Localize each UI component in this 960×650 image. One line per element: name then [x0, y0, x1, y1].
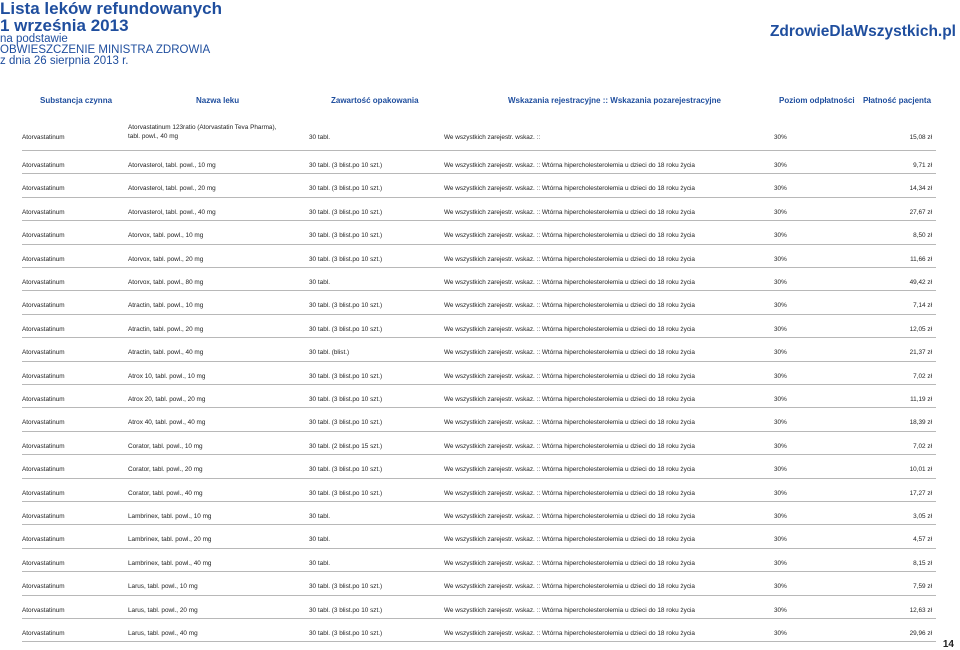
table-row [22, 220, 936, 244]
cell-package: 30 tabl. (3 blist.po 10 szt.) [309, 255, 383, 263]
table-row [22, 524, 936, 548]
cell-indication: We wszystkich zarejestr. wskaz. :: Wtórna hipercholesterolemia u dzieci do 18 roku życia [444, 489, 695, 497]
cell-indication: We wszystkich zarejestr. wskaz. :: Wtórna hipercholesterolemia u dzieci do 18 roku życia [444, 232, 695, 240]
table-row [22, 571, 936, 595]
cell-package: 30 tabl. (3 blist.po 10 szt.) [309, 489, 383, 497]
table-row [22, 595, 936, 619]
cell-payment: 27,67 zł [909, 208, 932, 216]
table-row [22, 244, 936, 268]
cell-package: 30 tabl. (3 blist.po 10 szt.) [309, 208, 383, 216]
cell-indication: We wszystkich zarejestr. wskaz. :: Wtórna hipercholesterolemia u dzieci do 18 roku życia [444, 208, 695, 216]
cell-indication: We wszystkich zarejestr. wskaz. :: Wtórna hipercholesterolemia u dzieci do 18 roku życia [444, 162, 695, 169]
cell-drug-name: Atractin, tabl. powl., 20 mg [128, 325, 204, 333]
cell-payment: 14,34 zł [909, 185, 932, 193]
table-row [22, 173, 936, 197]
cell-indication: We wszystkich zarejestr. wskaz. :: Wtórna hipercholesterolemia u dzieci do 18 roku życia [444, 396, 695, 403]
cell-drug-name: Atractin, tabl. powl., 10 mg [128, 302, 204, 310]
document-header [0, 0, 222, 67]
cell-indication: We wszystkich zarejestr. wskaz. :: Wtórna hipercholesterolemia u dzieci do 18 roku życia [444, 279, 695, 286]
cell-indication: We wszystkich zarejestr. wskaz. :: Wtórna hipercholesterolemia u dzieci do 18 roku życia [444, 442, 695, 450]
column-header-level: Poziom odpłatności [779, 96, 855, 105]
cell-package: 30 tabl. [309, 279, 330, 286]
cell-substance: Atorvastatinum [22, 232, 65, 240]
table-row [22, 548, 936, 572]
cell-package: 30 tabl. (blist.) [309, 349, 350, 357]
cell-drug-name: Lambrinex, tabl. powl., 40 mg [128, 559, 212, 567]
table-row [22, 150, 936, 174]
cell-drug-name: Atorvox, tabl. powl., 80 mg [128, 279, 204, 286]
table-row [22, 314, 936, 338]
cell-level: 30% [774, 442, 787, 450]
cell-indication: We wszystkich zarejestr. wskaz. :: Wtórna hipercholesterolemia u dzieci do 18 roku życia [444, 606, 695, 614]
page-number: 14 [942, 639, 954, 650]
cell-substance: Atorvastatinum [22, 396, 65, 403]
table-row [22, 407, 936, 431]
cell-drug-name: Larus, tabl. powl., 10 mg [128, 583, 198, 591]
cell-payment: 3,05 zł [913, 513, 932, 520]
cell-indication: We wszystkich zarejestr. wskaz. :: Wtórna hipercholesterolemia u dzieci do 18 roku życia [444, 325, 695, 333]
column-header-substance: Substancja czynna [40, 96, 113, 105]
cell-indication: We wszystkich zarejestr. wskaz. :: Wtórna hipercholesterolemia u dzieci do 18 roku życia [444, 302, 695, 310]
cell-drug-name: Atorvasterol, tabl. powl., 20 mg [128, 185, 216, 193]
column-header-indications: Wskazania rejestracyjne :: Wskazania pozarejestracyjne [508, 96, 721, 105]
cell-level: 30% [774, 489, 787, 497]
cell-indication: We wszystkich zarejestr. wskaz. :: Wtórna hipercholesterolemia u dzieci do 18 roku życia [444, 630, 695, 637]
cell-payment: 49,42 zł [909, 279, 932, 286]
cell-substance: Atorvastatinum [22, 255, 65, 263]
column-header-payment: Płatność pacjenta [863, 96, 932, 105]
table-row [22, 454, 936, 478]
table-row [22, 337, 936, 361]
cell-drug-name: Atorvasterol, tabl. powl., 10 mg [128, 162, 216, 169]
cell-payment: 21,37 zł [909, 349, 932, 357]
cell-level: 30% [774, 208, 787, 216]
cell-drug-name-line2: tabl. powl., 40 mg [128, 133, 179, 140]
cell-substance: Atorvastatinum [22, 583, 65, 591]
cell-substance: Atorvastatinum [22, 466, 65, 474]
cell-indication: We wszystkich zarejestr. wskaz. :: Wtórna hipercholesterolemia u dzieci do 18 roku życia [444, 466, 695, 474]
cell-package: 30 tabl. (3 blist.po 10 szt.) [309, 606, 383, 614]
cell-indication: We wszystkich zarejestr. wskaz. :: Wtórna hipercholesterolemia u dzieci do 18 roku życia [444, 419, 695, 427]
basis-label: na podstawie [0, 33, 68, 45]
cell-level: 30% [774, 583, 787, 591]
cell-substance: Atorvastatinum [22, 372, 65, 380]
document-title: Lista leków refundowanych [0, 0, 222, 18]
table-row [22, 197, 936, 221]
cell-package: 30 tabl. (3 blist.po 10 szt.) [309, 396, 383, 403]
cell-substance: Atorvastatinum [22, 442, 65, 450]
cell-level: 30% [774, 279, 787, 286]
cell-drug-name: Lambrinex, tabl. powl., 20 mg [128, 536, 212, 544]
table-row [22, 618, 936, 642]
cell-payment: 7,14 zł [913, 302, 932, 310]
cell-drug-name: Lambrinex, tabl. powl., 10 mg [128, 513, 212, 520]
cell-package: 30 tabl. (3 blist.po 10 szt.) [309, 466, 383, 474]
cell-payment: 17,27 zł [909, 489, 932, 497]
cell-payment: 7,02 zł [913, 442, 932, 450]
cell-payment: 10,01 zł [909, 466, 932, 474]
document-date: 1 września 2013 [0, 16, 129, 35]
cell-indication: We wszystkich zarejestr. wskaz. :: [444, 134, 541, 141]
table-row [22, 120, 936, 151]
cell-level: 30% [774, 606, 787, 614]
cell-package: 30 tabl. (3 blist.po 10 szt.) [309, 419, 383, 427]
table-row [22, 361, 936, 385]
cell-substance: Atorvastatinum [22, 325, 65, 333]
cell-payment: 12,63 zł [909, 606, 932, 614]
cell-level: 30% [774, 396, 787, 403]
table-row [22, 478, 936, 502]
cell-drug-name: Atrox 40, tabl. powl., 40 mg [128, 419, 206, 427]
table-header [0, 96, 960, 110]
cell-level: 30% [774, 232, 787, 240]
cell-package: 30 tabl. (3 blist.po 10 szt.) [309, 325, 383, 333]
cell-level: 30% [774, 419, 787, 427]
cell-substance: Atorvastatinum [22, 162, 65, 169]
cell-level: 30% [774, 372, 787, 380]
cell-level: 30% [774, 134, 787, 141]
cell-package: 30 tabl. (3 blist.po 10 szt.) [309, 302, 383, 310]
cell-drug-name: Atorvox, tabl. powl., 20 mg [128, 255, 204, 263]
cell-substance: Atorvastatinum [22, 279, 65, 286]
cell-drug-name: Corator, tabl. powl., 10 mg [128, 442, 203, 450]
cell-payment: 15,08 zł [909, 134, 932, 141]
cell-level: 30% [774, 302, 787, 310]
cell-drug-name: Atractin, tabl. powl., 40 mg [128, 349, 204, 357]
cell-package: 30 tabl. (3 blist.po 10 szt.) [309, 583, 383, 591]
cell-payment: 18,39 zł [909, 419, 932, 427]
cell-package: 30 tabl. (3 blist.po 10 szt.) [309, 372, 383, 380]
cell-package: 30 tabl. [309, 536, 330, 544]
cell-drug-name: Corator, tabl. powl., 40 mg [128, 489, 203, 497]
announcement-label: OBWIESZCZENIE MINISTRA ZDROWIA [0, 44, 211, 56]
cell-package: 30 tabl. (2 blist.po 15 szt.) [309, 442, 383, 450]
cell-substance: Atorvastatinum [22, 208, 65, 216]
cell-package: 30 tabl. [309, 559, 330, 567]
cell-indication: We wszystkich zarejestr. wskaz. :: Wtórna hipercholesterolemia u dzieci do 18 roku życia [444, 536, 695, 544]
cell-indication: We wszystkich zarejestr. wskaz. :: Wtórna hipercholesterolemia u dzieci do 18 roku życia [444, 349, 695, 357]
cell-indication: We wszystkich zarejestr. wskaz. :: Wtórna hipercholesterolemia u dzieci do 18 roku życia [444, 255, 695, 263]
announcement-date: z dnia 26 sierpnia 2013 r. [0, 55, 129, 67]
cell-payment: 12,05 zł [909, 325, 932, 333]
cell-payment: 8,15 zł [913, 559, 932, 567]
table-row [22, 431, 936, 455]
cell-payment: 29,96 zł [909, 630, 932, 637]
cell-substance: Atorvastatinum [22, 513, 65, 520]
cell-package: 30 tabl. [309, 513, 330, 520]
cell-drug-name: Atorvastatinum 123ratio (Atorvastatin Teva Pharma), [128, 124, 277, 131]
cell-drug-name: Larus, tabl. powl., 40 mg [128, 630, 198, 637]
cell-indication: We wszystkich zarejestr. wskaz. :: Wtórna hipercholesterolemia u dzieci do 18 roku życia [444, 185, 695, 193]
cell-payment: 7,02 zł [913, 372, 932, 380]
cell-substance: Atorvastatinum [22, 489, 65, 497]
cell-level: 30% [774, 536, 787, 544]
cell-package: 30 tabl. (3 blist.po 10 szt.) [309, 630, 383, 637]
cell-indication: We wszystkich zarejestr. wskaz. :: Wtórna hipercholesterolemia u dzieci do 18 roku życia [444, 559, 695, 567]
cell-level: 30% [774, 349, 787, 357]
cell-payment: 11,66 zł [910, 255, 932, 263]
column-header-package: Zawartość opakowania [331, 96, 419, 105]
cell-level: 30% [774, 325, 787, 333]
cell-drug-name: Atrox 10, tabl. powl., 10 mg [128, 372, 206, 380]
cell-substance: Atorvastatinum [22, 419, 65, 427]
cell-drug-name: Corator, tabl. powl., 20 mg [128, 466, 203, 474]
cell-substance: Atorvastatinum [22, 185, 65, 193]
cell-drug-name: Atrox 20, tabl. powl., 20 mg [128, 396, 206, 403]
cell-payment: 11,19 zł [910, 396, 932, 403]
cell-payment: 7,59 zł [913, 583, 932, 591]
column-header-drug-name: Nazwa leku [196, 96, 240, 105]
table-row [22, 384, 936, 408]
cell-payment: 9,71 zł [913, 162, 932, 169]
cell-payment: 8,50 zł [913, 232, 932, 240]
brand-logo-text: ZdrowieDlaWszystkich.pl [769, 23, 956, 40]
cell-substance: Atorvastatinum [22, 630, 65, 637]
cell-level: 30% [774, 559, 787, 567]
cell-substance: Atorvastatinum [22, 606, 65, 614]
cell-drug-name: Atorvasterol, tabl. powl., 40 mg [128, 208, 216, 216]
cell-package: 30 tabl. (3 blist.po 10 szt.) [309, 232, 383, 240]
cell-substance: Atorvastatinum [22, 134, 65, 141]
cell-package: 30 tabl. (3 blist.po 10 szt.) [309, 162, 383, 169]
cell-indication: We wszystkich zarejestr. wskaz. :: Wtórna hipercholesterolemia u dzieci do 18 roku życia [444, 583, 695, 591]
table-row [22, 290, 936, 314]
cell-level: 30% [774, 466, 787, 474]
cell-indication: We wszystkich zarejestr. wskaz. :: Wtórna hipercholesterolemia u dzieci do 18 roku życia [444, 372, 695, 380]
table-row [22, 501, 936, 525]
cell-level: 30% [774, 162, 787, 169]
cell-substance: Atorvastatinum [22, 349, 65, 357]
cell-drug-name: Atorvox, tabl. powl., 10 mg [128, 232, 204, 240]
cell-indication: We wszystkich zarejestr. wskaz. :: Wtórna hipercholesterolemia u dzieci do 18 roku życia [444, 513, 695, 520]
cell-drug-name: Larus, tabl. powl., 20 mg [128, 606, 198, 614]
cell-level: 30% [774, 630, 787, 637]
cell-level: 30% [774, 513, 787, 520]
table-row [22, 267, 936, 291]
cell-substance: Atorvastatinum [22, 536, 65, 544]
cell-substance: Atorvastatinum [22, 559, 65, 567]
cell-substance: Atorvastatinum [22, 302, 65, 310]
cell-payment: 4,57 zł [913, 536, 932, 544]
cell-level: 30% [774, 185, 787, 193]
cell-package: 30 tabl. (3 blist.po 10 szt.) [309, 185, 383, 193]
cell-level: 30% [774, 255, 787, 263]
cell-package: 30 tabl. [309, 134, 330, 141]
